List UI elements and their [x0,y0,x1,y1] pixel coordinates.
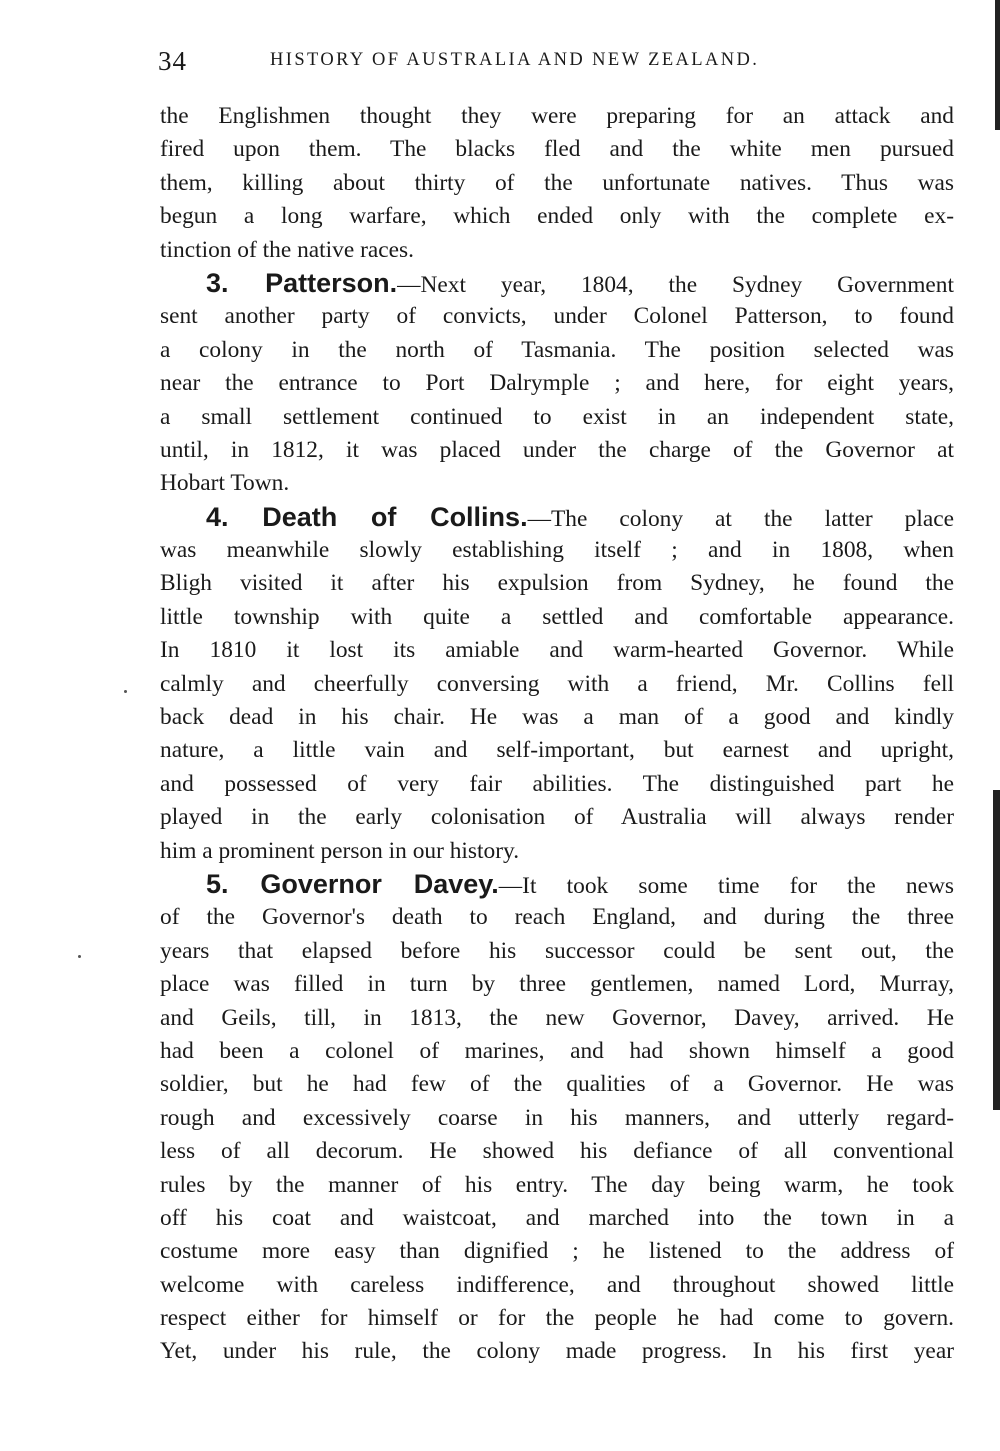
section-lead-text: —It took some time for the news [498,872,955,899]
text-line: sent another party of convicts, under Colonel Patterson, to found [160,303,954,330]
text-line: Bligh visited it after his expulsion from Sydney, he found the [160,570,954,597]
section-heading: 5. Governor Davey. [206,868,499,899]
text-line: back dead in his chair. He was a man of a good and kindly [160,704,954,731]
section-heading: 3. Patterson. [206,267,398,298]
text-line: welcome with careless indifference, and throughout showed little [160,1271,954,1298]
section-lead-text: —Next year, 1804, the Sydney Government [397,271,954,298]
text-line: soldier, but he had few of the qualities of a Governor. He was [160,1071,954,1098]
text-line: off his coat and waistcoat, and marched into the town in a [160,1204,954,1231]
text-line: of the Governor's death to reach England, and during the three [160,904,954,931]
text-line: Yet, under his rule, the colony made progress. In his first year [160,1338,954,1365]
text-line: In 1810 it lost its amiable and warm-hearted Governor. While [160,637,954,664]
running-head: HISTORY OF AUSTRALIA AND NEW ZEALAND. [270,50,760,70]
text-line: was meanwhile slowly establishing itself ; and in 1808, when [160,537,954,564]
scan-speck [124,690,127,693]
section-lead-text: —The colony at the latter place [527,505,954,532]
scan-edge-top [995,0,1000,130]
text-line: had been a colonel of marines, and had shown himself a good [160,1037,954,1064]
body-text [160,100,954,1369]
text-line: less of all decorum. He showed his defiance of all conventional [160,1138,954,1165]
scan-edge-mid [993,790,1000,1110]
text-line: and Geils, till, in 1813, the new Governor, Davey, arrived. He [160,1004,954,1031]
text-line: and possessed of very fair abilities. The distinguished part he [160,770,954,797]
text-line: him a prominent person in our history. [160,837,520,864]
text-line: begun a long warfare, which ended only with the complete ex- [160,203,954,230]
text-line: a colony in the north of Tasmania. The position selected was [160,336,954,363]
text-line: respect either for himself or for the people he had come to govern. [160,1305,954,1332]
scan-speck [78,955,81,958]
text-line: Hobart Town. [160,470,290,497]
section-heading: 4. Death of Collins. [206,501,528,532]
text-line: played in the early colonisation of Australia will always render [160,804,954,831]
text-line: them, killing about thirty of the unfortunate natives. Thus was [160,169,954,196]
text-line: costume more easy than dignified ; he listened to the address of [160,1238,954,1265]
page-number: 34 [158,46,187,76]
text-line: the Englishmen thought they were preparing for an attack and [160,103,954,129]
text-line: little township with quite a settled and comfortable appearance. [160,603,954,630]
text-line: fired upon them. The blacks fled and the white men pursued [160,136,954,163]
text-line: a small settlement continued to exist in an independent state, [160,403,954,430]
section-3-first-line [160,267,954,300]
text-line: rules by the manner of his entry. The day being warm, he took [160,1171,954,1198]
text-line: tinction of the native races. [160,236,414,263]
text-line: nature, a little vain and self-important, but earnest and upright, [160,737,954,764]
text-line: until, in 1812, it was placed under the charge of the Governor at [160,436,954,463]
text-line: years that elapsed before his successor could be sent out, the [160,937,954,964]
page-header [158,42,948,78]
text-line: near the entrance to Port Dalrymple ; and here, for eight years, [160,370,954,397]
text-line: calmly and cheerfully conversing with a friend, Mr. Collins fell [160,670,954,697]
text-line: place was filled in turn by three gentlemen, named Lord, Murray, [160,971,954,998]
text-line: rough and excessively coarse in his manners, and utterly regard- [160,1104,954,1131]
section-4-first-line [160,501,954,534]
section-5-first-line [160,868,954,901]
